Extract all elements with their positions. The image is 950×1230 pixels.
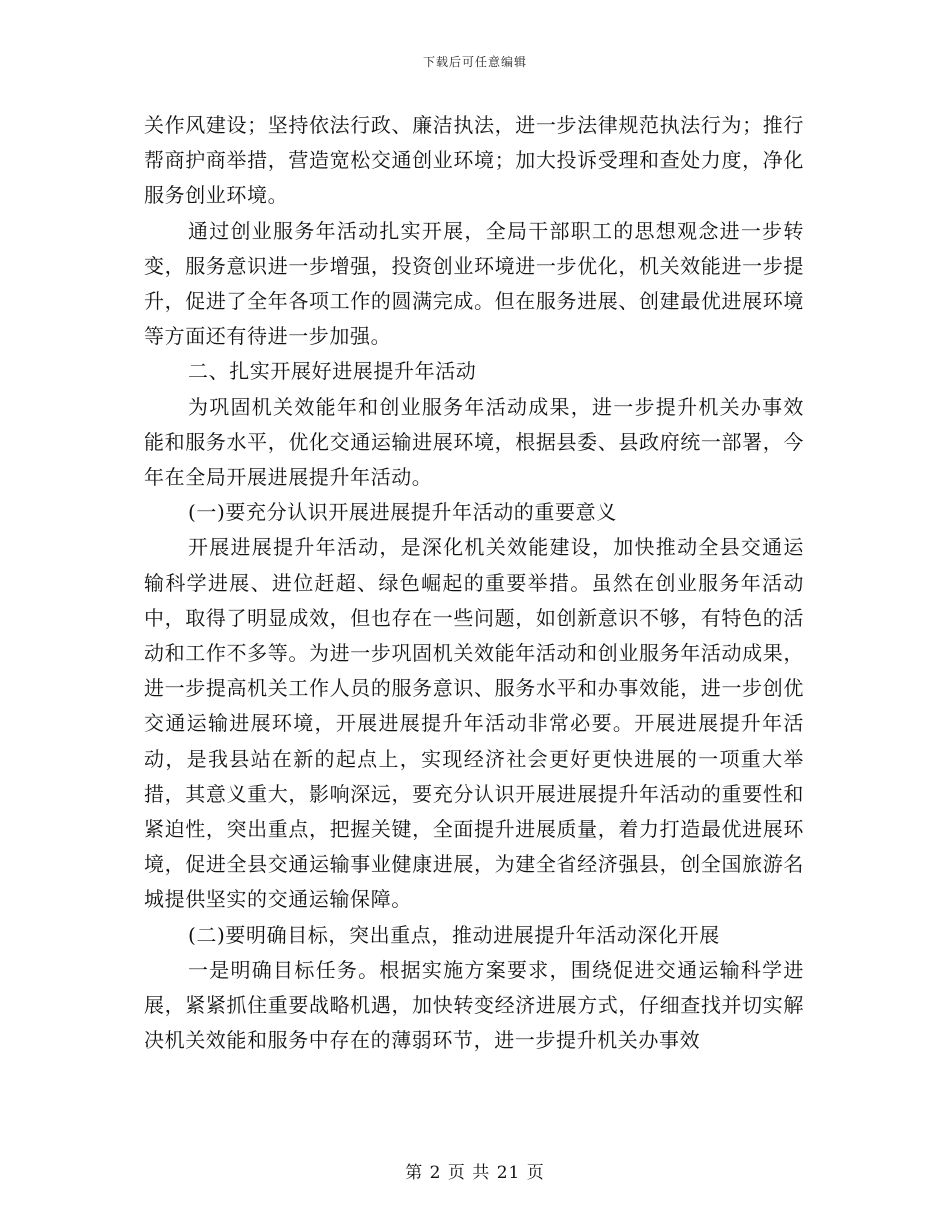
- subsection-heading: (二)要明确目标，突出重点，推动进展提升年活动深化开展: [188, 922, 720, 947]
- paragraph: 开展进展提升年活动，是深化机关效能建设，加快推动全县交通运输科学进展、进位赶超、绿色崛起的重要举措。虽然在创业服务年活动中，取得了明显成效，但也存在一些问题，如创新意识不够，有特色的活动和工作不多等。为进一步巩固机关效能年活动和创业服务年活动成果，进一步提高机关工作人员的服务意识、服务水平和办事效能，进一步创优交通运输进展环境，开展进展提升年活动非常必要。开展进展提升年活动，是我县站在新的起点上，实现经济社会更好更快进展的一项重大举措，其意义重大，影响深远，要充分认识开展进展提升年活动的重要性和紧迫性，突出重点，把握关键，全面提升进展质量，着力打造最优进展环境，促进全县交通运输事业健康进展，为建全省经济强县，创全国旅游名城提供坚实的交通运输保障。: [144, 535, 804, 912]
- paragraph: 关作风建设；坚持依法行政、廉洁执法，进一步法律规范执法行为；推行帮商护商举措，营造宽松交通创业环境；加大投诉受理和查处力度，净化服务创业环境。: [144, 113, 804, 208]
- section-heading: 二、扎实开展好进展提升年活动: [188, 359, 477, 384]
- page-number: 第 2 页 共 21 页: [405, 1163, 545, 1183]
- paragraph: 通过创业服务年活动扎实开展，全局干部职工的思想观念进一步转变，服务意识进一步增强，投资创业环境进一步优化，机关效能进一步提升，促进了全年各项工作的圆满完成。但在服务进展、创建最优进展环境等方面还有待进一步加强。: [144, 218, 804, 349]
- subsection-heading: (一)要充分认识开展进展提升年活动的重要意义: [188, 500, 617, 525]
- page-header-note: 下载后可任意编辑: [422, 55, 527, 69]
- paragraph: 为巩固机关效能年和创业服务年活动成果，进一步提升机关办事效能和服务水平，优化交通运输进展环境，根据县委、县政府统一部署，今年在全局开展进展提升年活动。: [144, 394, 804, 490]
- document-body: [144, 108, 804, 1058]
- paragraph: 一是明确目标任务。根据实施方案要求，围绕促进交通运输科学进展，紧紧抓住重要战略机遇，加快转变经济进展方式，仔细查找并切实解决机关效能和服务中存在的薄弱环节，进一步提升机关办事效: [144, 957, 804, 1053]
